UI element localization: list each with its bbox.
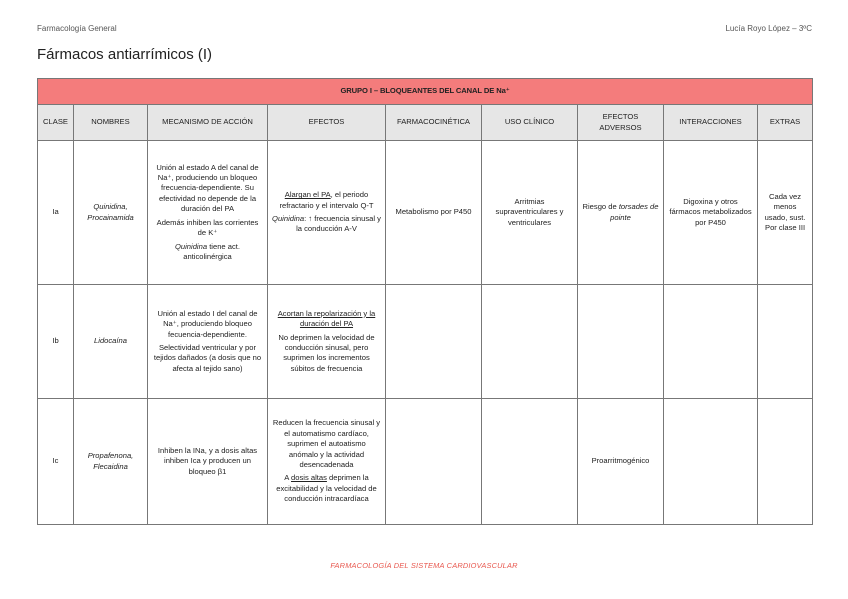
- header-author: Lucía Royo López – 3ºC: [725, 24, 812, 33]
- col-extras: EXTRAS: [758, 105, 813, 141]
- adversos-text: Riesgo de: [582, 202, 619, 212]
- drug-name: Quinidina: [272, 214, 305, 223]
- efectos-emphasis: Alargan el PA: [284, 190, 331, 200]
- col-interacciones: INTERACCIONES: [664, 105, 758, 141]
- mecanismo-text: Selectividad ventricular y por tejidos dañados (a dosis que no afecta al tejido sano): [153, 343, 262, 373]
- cell-extras: [758, 399, 813, 525]
- cell-uso-clinico: Arritmias supraventriculares y ventriculares: [482, 141, 578, 285]
- col-uso-clinico: USO CLÍNICO: [482, 105, 578, 141]
- group-title: GRUPO I – BLOQUEANTES DEL CANAL DE Na⁺: [38, 79, 813, 105]
- group-row: [38, 79, 813, 105]
- table-row: [38, 399, 813, 525]
- cell-adversos: Proarritmogénico: [578, 399, 664, 525]
- page-footer: FARMACOLOGÍA DEL SISTEMA CARDIOVASCULAR: [330, 561, 518, 570]
- cell-farmacocinetica: Metabolismo por P450: [386, 141, 482, 285]
- cell-nombres: Propafenona, Flecaidina: [74, 399, 148, 525]
- col-efectos: EFECTOS: [268, 105, 386, 141]
- cell-uso-clinico: [482, 399, 578, 525]
- table-row: [38, 141, 813, 285]
- col-farmacocinetica: FARMACOCINÉTICA: [386, 105, 482, 141]
- col-clase: CLASE: [38, 105, 74, 141]
- cell-interacciones: [664, 399, 758, 525]
- cell-extras: Cada vez menos usado, sust. Por clase III: [758, 141, 813, 285]
- cell-clase: Ia: [38, 141, 74, 285]
- cell-farmacocinetica: [386, 285, 482, 399]
- cell-clase: Ic: [38, 399, 74, 525]
- drug-name: Quinidina: [174, 241, 208, 251]
- efectos-text: A: [284, 473, 292, 483]
- efectos-emphasis: dosis altas: [291, 473, 327, 483]
- mecanismo-text: Unión al estado I del canal de Na⁺, produciendo bloqueo fecuencia-dependiente.: [157, 308, 258, 339]
- col-mecanismo: MECANISMO DE ACCIÓN: [148, 105, 268, 141]
- cell-mecanismo: Inhiben la INa, y a dosis altas inhiben Ica y producen un bloqueo β1: [148, 399, 268, 525]
- efectos-text: No deprimen la velocidad de conducción sinusal, pero suprimen los incrementos súbitos de frecuencia: [278, 332, 375, 373]
- efectos-text: Reducen la frecuencia sinusal y el automatismo cardíaco, suprimen el autoatismo anómalo y la actividad desencadenada: [272, 418, 381, 469]
- adversos-term: torsades de pointe: [610, 202, 659, 222]
- col-nombres: NOMBRES: [74, 105, 148, 141]
- mecanismo-text: tiene act. anticolinérgica: [183, 241, 241, 261]
- efectos-text: , el periodo refractario y el intervalo Q-T: [279, 190, 374, 210]
- efectos-emphasis: Acortan la repolarización y la duración del PA: [277, 308, 376, 329]
- cell-efectos: [268, 141, 386, 285]
- cell-interacciones: Digoxina y otros fármacos metabolizados por P450: [664, 141, 758, 285]
- efectos-text: [272, 190, 381, 211]
- mecanismo-text: [152, 242, 263, 263]
- cell-uso-clinico: [482, 285, 578, 399]
- mecanismo-text: Unión al estado A del canal de Na⁺, produciendo un bloqueo frecuencia-dependiente. Su efectividad no depende de la duración del PA: [156, 162, 259, 214]
- cell-clase: Ib: [38, 285, 74, 399]
- efectos-text: [272, 473, 381, 504]
- efectos-text: [272, 214, 381, 235]
- table-row: [38, 285, 813, 399]
- header-subject: Farmacología General: [37, 24, 117, 33]
- cell-mecanismo: [148, 285, 268, 399]
- cell-efectos: [268, 285, 386, 399]
- cell-extras: [758, 285, 813, 399]
- cell-farmacocinetica: [386, 399, 482, 525]
- cell-interacciones: [664, 285, 758, 399]
- efectos-text: : ↑ frecuencia sinusal y la conducción A-V: [296, 214, 381, 234]
- cell-nombres: Quinidina, Procainamida: [74, 141, 148, 285]
- cell-efectos: [268, 399, 386, 525]
- cell-mecanismo: [148, 141, 268, 285]
- mecanismo-text: Además inhiben las corrientes de K⁺: [156, 217, 259, 238]
- antiarrhythmic-table: [37, 78, 813, 525]
- efectos-text: deprimen la excitabilidad y la velocidad de conducción intracardíaca: [276, 473, 377, 504]
- cell-adversos: [578, 285, 664, 399]
- page-title: Fármacos antiarrímicos (I): [37, 46, 213, 63]
- column-header-row: [38, 105, 813, 141]
- col-efectos-adversos: EFECTOS ADVERSOS: [578, 105, 664, 141]
- cell-nombres: Lidocaína: [74, 285, 148, 399]
- cell-adversos: [578, 141, 664, 285]
